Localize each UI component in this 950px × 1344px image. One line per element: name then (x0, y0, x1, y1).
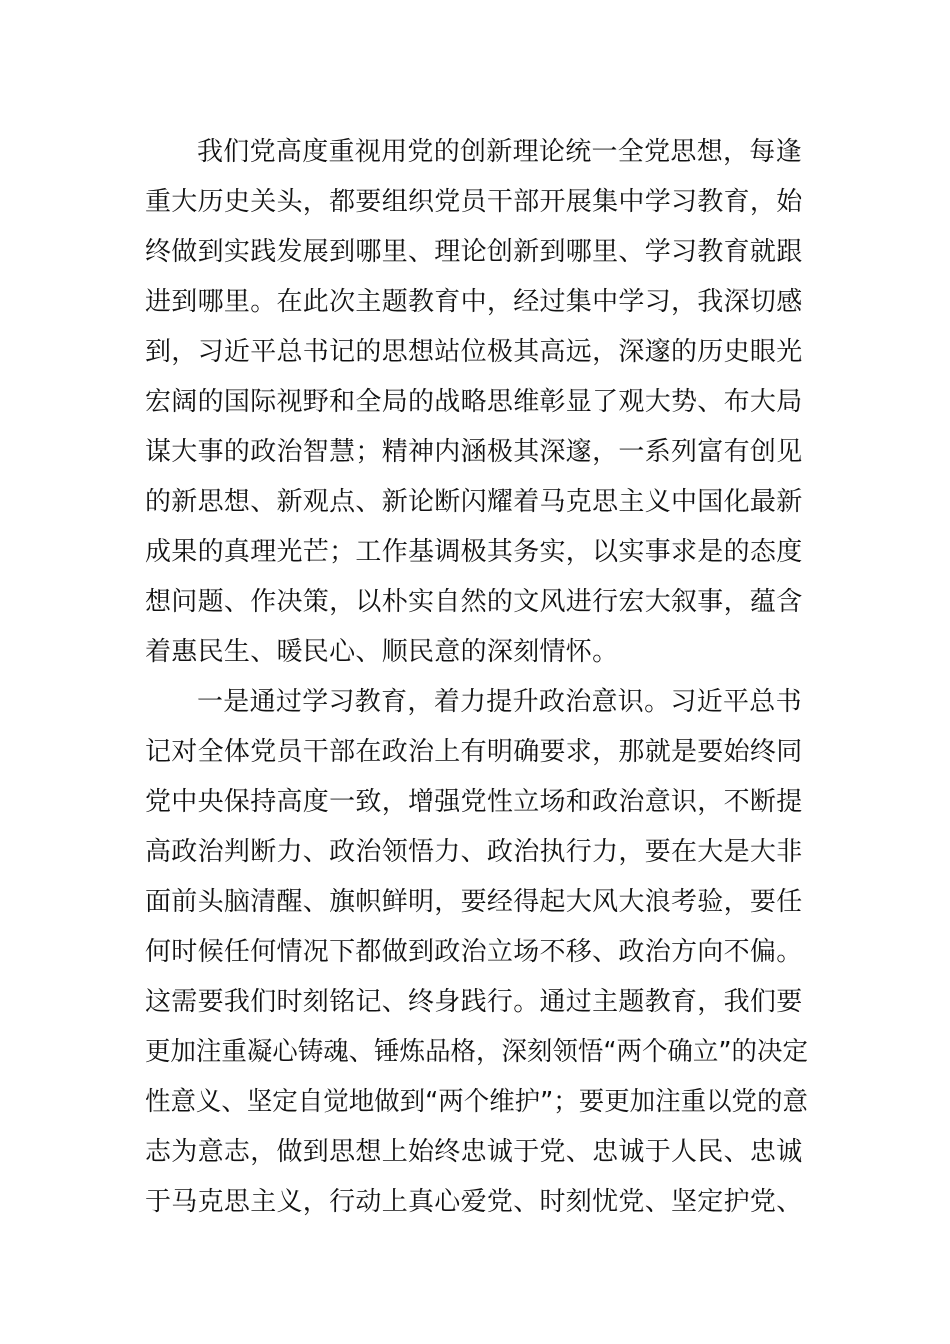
text-line: 想问题、作决策，以朴实自然的文风进行宏大叙事，蕴含 (145, 587, 803, 617)
text-line: 我们党高度重视用党的创新理论统一全党思想，每逢 (197, 137, 802, 167)
text-line: 党中央保持高度一致，增强党性立场和政治意识，不断提 (145, 787, 803, 817)
text-line: 高政治判断力、政治领悟力、政治执行力，要在大是大非 (145, 837, 803, 867)
text-line: 记对全体党员干部在政治上有明确要求，那就是要始终同 (145, 737, 803, 767)
text-line: 重大历史关头，都要组织党员干部开展集中学习教育，始 (145, 187, 803, 217)
text-line: 面前头脑清醒、旗帜鲜明，要经得起大风大浪考验，要任 (145, 887, 803, 917)
text-line: 更加注重凝心铸魂、锤炼品格，深刻领悟“两个确立”的决定 (145, 1037, 808, 1067)
text-line: 一是通过学习教育，着力提升政治意识。习近平总书 (197, 687, 802, 717)
text-line: 这需要我们时刻铭记、终身践行。通过主题教育，我们要 (145, 987, 803, 1017)
text-line: 志为意志，做到思想上始终忠诚于党、忠诚于人民、忠诚 (145, 1137, 803, 1167)
text-line: 进到哪里。在此次主题教育中，经过集中学习，我深切感 (145, 287, 803, 317)
text-line: 成果的真理光芒；工作基调极其务实，以实事求是的态度 (145, 537, 803, 567)
text-line: 宏阔的国际视野和全局的战略思维彰显了观大势、布大局 (145, 387, 803, 417)
text-line: 谋大事的政治智慧；精神内涵极其深邃，一系列富有创见 (145, 437, 803, 467)
text-line: 着惠民生、暖民心、顺民意的深刻情怀。 (145, 637, 619, 667)
text-line: 性意义、坚定自觉地做到“两个维护”；要更加注重以党的意 (145, 1087, 808, 1117)
text-line: 到，习近平总书记的思想站位极其高远，深邃的历史眼光 (145, 337, 803, 367)
text-line: 何时候任何情况下都做到政治立场不移、政治方向不偏。 (145, 937, 803, 967)
text-line: 的新思想、新观点、新论断闪耀着马克思主义中国化最新 (145, 487, 803, 517)
text-line: 于马克思主义，行动上真心爱党、时刻忧党、坚定护党、 (145, 1187, 803, 1217)
text-line: 终做到实践发展到哪里、理论创新到哪里、学习教育就跟 (145, 237, 803, 267)
